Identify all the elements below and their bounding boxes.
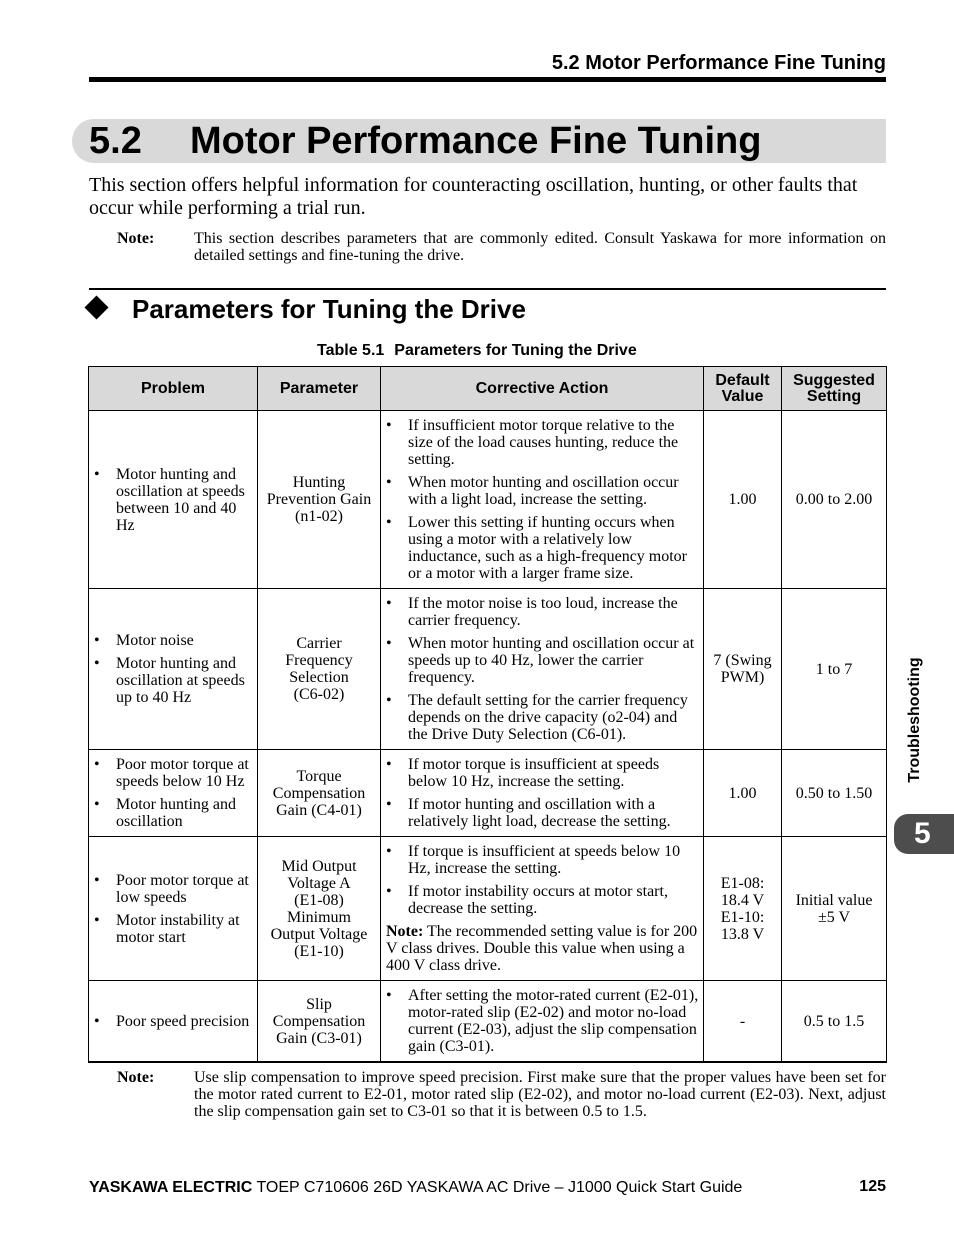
parameter-cell <box>258 589 381 750</box>
action-cell <box>381 837 704 981</box>
default-value-line: PWM) <box>720 669 765 686</box>
parameters-table <box>88 366 887 1063</box>
default-value-line: 13.8 V <box>720 925 765 943</box>
action-note-text: The recommended setting value is for 200 V class drives. Double this value when using a 400 V class drive. <box>386 923 698 974</box>
subsection-rule <box>89 288 886 290</box>
page-number: 125 <box>859 1178 886 1195</box>
default-value-cell <box>704 981 782 1063</box>
section-intro: This section offers helpful information for counteracting oscillation, hunting, or other faults that occur while performing a trial run. <box>89 174 858 219</box>
parameter-line: Carrier <box>296 635 342 652</box>
problem-item: • Motor instability at motor start <box>94 912 253 946</box>
action-cell <box>381 750 704 837</box>
parameter-line: Voltage A <box>287 874 351 892</box>
action-note-label: Note: <box>386 923 424 940</box>
action-item: • When motor hunting and oscillation occur with a light load, increase the setting. <box>386 474 699 508</box>
suggested-setting-line: 1 to 7 <box>815 660 853 678</box>
header-suggested-setting <box>782 367 887 411</box>
parameter-line: Output Voltage <box>270 925 368 943</box>
chapter-tab: 5 <box>894 814 954 854</box>
default-value-line: 1.00 <box>728 491 757 508</box>
table-row <box>89 837 887 981</box>
parameter-line: Compensation <box>272 784 366 802</box>
suggested-setting-line: ±5 V <box>817 908 851 926</box>
parameter-cell <box>258 837 381 981</box>
table-header-row <box>89 367 887 411</box>
header-suggested-line: Setting <box>806 387 862 405</box>
suggested-setting-cell <box>782 589 887 750</box>
parameter-line: Minimum <box>286 908 351 926</box>
action-item: • If motor torque is insufficient at speeds below 10 Hz, increase the setting. <box>386 756 699 790</box>
action-cell <box>381 589 704 750</box>
parameter-line: Compensation <box>272 1012 366 1030</box>
action-item: • The default setting for the carrier frequency depends on the drive capacity (o2-04) and the Drive Duty Selection (C6-01). <box>386 692 699 743</box>
action-item: • Lower this setting if hunting occurs when using a motor with a relatively low inductance, such as a high-frequency motor or a motor with a larger frame size. <box>386 514 699 582</box>
header-corrective-action: Corrective Action <box>381 367 704 411</box>
table-row <box>89 750 887 837</box>
footer-document-info <box>89 1179 742 1197</box>
parameter-line: Torque <box>296 767 342 785</box>
default-value-line: - <box>739 1012 746 1030</box>
table-row <box>89 589 887 750</box>
default-value-line: 18.4 V <box>720 891 765 909</box>
action-item: • If torque is insufficient at speeds below 10 Hz, increase the setting. <box>386 843 699 877</box>
action-item: • If motor hunting and oscillation with a relatively light load, decrease the setting. <box>386 796 699 830</box>
header-problem: Problem <box>89 367 258 411</box>
header-default-value <box>704 367 782 411</box>
problem-item: • Motor noise <box>94 632 253 649</box>
header-parameter: Parameter <box>258 367 381 411</box>
parameter-line: Gain (C3-01) <box>276 1029 362 1047</box>
parameter-line: (n1-02) <box>295 508 343 525</box>
problem-item: • Poor speed precision <box>94 1013 253 1030</box>
table-row <box>89 981 887 1063</box>
section-number: 5.2 <box>89 120 142 162</box>
action-item: • If motor instability occurs at motor start, decrease the setting. <box>386 883 699 917</box>
subsection-title: Parameters for Tuning the Drive <box>132 294 526 324</box>
suggested-setting-line: Initial value <box>795 891 873 909</box>
action-item: • If the motor noise is too loud, increase the carrier frequency. <box>386 595 699 629</box>
side-chapter-label <box>895 645 935 795</box>
suggested-setting-cell <box>782 981 887 1063</box>
problem-cell <box>89 589 258 750</box>
action-cell <box>381 981 704 1063</box>
action-item: • When motor hunting and oscillation occur at speeds up to 40 Hz, lower the carrier frequency. <box>386 635 699 686</box>
suggested-setting-line: 0.5 to 1.5 <box>803 1012 865 1030</box>
action-item: • After setting the motor-rated current (E2-01), motor-rated slip (E2-02) and motor no-load current (E2-03), adjust the slip compensation gain (C3-01). <box>386 987 699 1055</box>
problem-item: • Motor hunting and oscillation <box>94 796 253 830</box>
note-text: This section describes parameters that are commonly edited. Consult Yaskawa for more information on detailed settings and fine-tuning the drive. <box>194 230 886 264</box>
default-value-cell <box>704 837 782 981</box>
default-value-cell <box>704 750 782 837</box>
diamond-bullet-icon <box>84 295 108 319</box>
problem-cell <box>89 411 258 589</box>
suggested-setting-cell <box>782 837 887 981</box>
problem-item: • Poor motor torque at low speeds <box>94 872 253 906</box>
parameter-line: (C6-02) <box>293 686 345 703</box>
suggested-setting-cell <box>782 750 887 837</box>
running-header: 5.2 Motor Performance Fine Tuning <box>551 52 886 74</box>
parameter-line: Frequency <box>285 652 353 669</box>
parameter-line: Gain (C4-01) <box>276 801 362 819</box>
parameter-line: Slip <box>306 995 332 1013</box>
footer-brand: YASKAWA ELECTRIC <box>89 1179 253 1196</box>
table-caption-title: Parameters for Tuning the Drive <box>394 342 637 359</box>
bottom-note-label: Note: <box>117 1069 155 1086</box>
header-rule <box>89 77 886 82</box>
table-caption-number: Table 5.1 <box>317 342 385 359</box>
problem-item: • Motor hunting and oscillation at speeds between 10 and 40 Hz <box>94 466 253 534</box>
default-value-cell <box>704 589 782 750</box>
table-caption <box>317 342 637 360</box>
table-row <box>89 411 887 589</box>
header-default-line: Default <box>715 371 770 389</box>
parameter-line: (E1-10) <box>294 942 344 960</box>
header-default-line: Value <box>721 387 764 405</box>
parameter-line: Hunting <box>292 474 346 491</box>
parameter-cell <box>258 750 381 837</box>
footer-doc-title: TOEP C710606 26D YASKAWA AC Drive – J1000 Quick Start Guide <box>252 1179 743 1196</box>
suggested-setting-cell <box>782 411 887 589</box>
header-suggested-line: Suggested <box>793 371 875 389</box>
parameter-line: Prevention Gain <box>266 491 372 508</box>
suggested-setting-line: 0.00 to 2.00 <box>795 491 873 508</box>
parameter-line: Mid Output <box>281 857 357 875</box>
side-chapter-label-text: Troubleshooting <box>906 657 923 783</box>
default-value-line: E1-08: <box>720 874 765 892</box>
bottom-note-text: Use slip compensation to improve speed precision. First make sure that the proper values have been set for the motor rated current to E2-01, motor rated slip (E2-02), and motor no-load current (E2-03). Next, adjust the slip compensation gain set to C3-01 so that it is between 0.5 to 1.5. <box>194 1069 886 1120</box>
default-value-line: 7 (Swing <box>713 652 772 669</box>
default-value-line: E1-10: <box>720 908 765 926</box>
problem-item: • Motor hunting and oscillation at speeds up to 40 Hz <box>94 655 253 706</box>
problem-cell <box>89 750 258 837</box>
action-note <box>381 923 703 974</box>
problem-cell <box>89 837 258 981</box>
problem-cell <box>89 981 258 1063</box>
default-value-line: 1.00 <box>728 784 757 802</box>
parameter-line: (E1-08) <box>294 891 344 909</box>
suggested-setting-line: 0.50 to 1.50 <box>795 784 873 802</box>
parameter-cell <box>258 411 381 589</box>
problem-item: • Poor motor torque at speeds below 10 Hz <box>94 756 253 790</box>
parameter-line: Selection <box>289 669 349 686</box>
note-label: Note: <box>117 230 155 247</box>
action-cell <box>381 411 704 589</box>
section-title: Motor Performance Fine Tuning <box>190 120 762 162</box>
parameter-cell <box>258 981 381 1063</box>
action-item: • If insufficient motor torque relative to the size of the load causes hunting, reduce the setting. <box>386 417 699 468</box>
default-value-cell <box>704 411 782 589</box>
